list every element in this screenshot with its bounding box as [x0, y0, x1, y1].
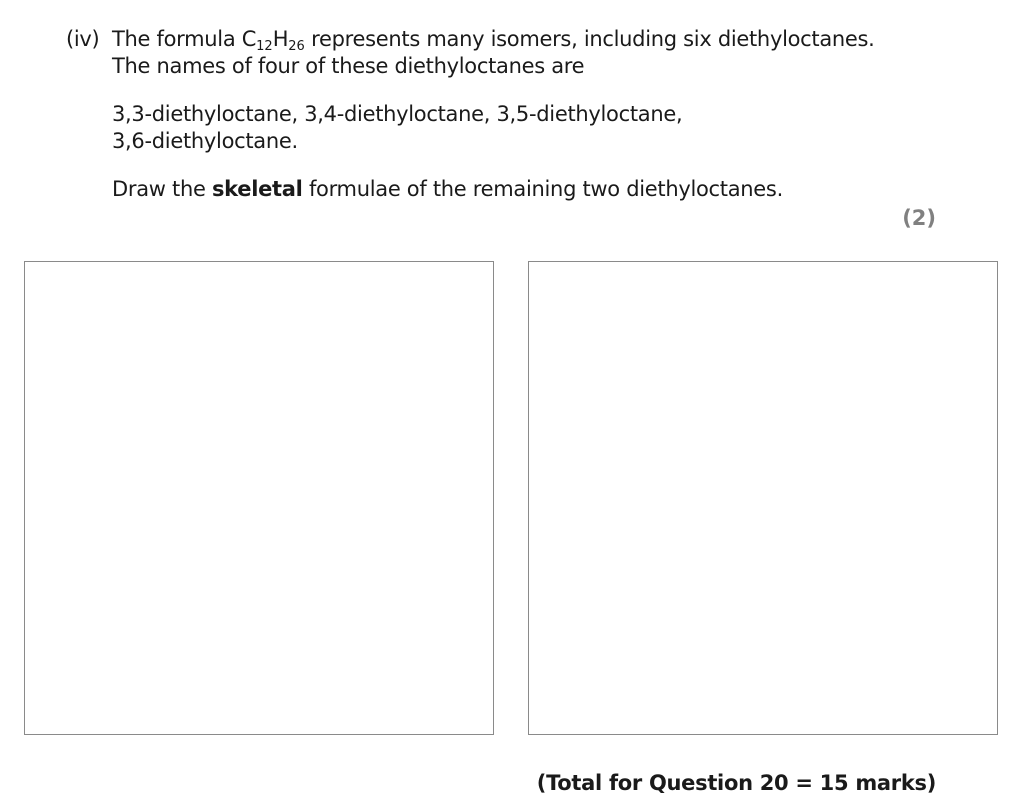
- hydrogen-symbol: H: [272, 27, 289, 51]
- formula-suffix: represents many isomers, including six diethyloctanes.: [304, 27, 875, 51]
- question-line-1: [66, 26, 966, 53]
- instruction-prefix: Draw the: [112, 177, 212, 201]
- formula-prefix: The formula C: [112, 27, 257, 51]
- question-number: (iv): [66, 27, 100, 51]
- marks-label: (2): [902, 206, 936, 230]
- isomer-names-line-1: 3,3-diethyloctane, 3,4-diethyloctane, 3,5-diethyloctane,: [112, 102, 683, 126]
- answer-box-right[interactable]: [528, 261, 998, 735]
- instruction-suffix: formulae of the remaining two diethyloctanes.: [302, 177, 783, 201]
- isomer-names-line-2: 3,6-diethyloctane.: [112, 129, 298, 153]
- hydrogen-subscript: 26: [288, 39, 305, 54]
- instruction: [66, 176, 966, 203]
- question-line-2: The names of four of these diethyloctanes are: [112, 54, 585, 78]
- formula-statement: [112, 26, 875, 53]
- answer-box-left[interactable]: [24, 261, 494, 735]
- carbon-subscript: 12: [256, 39, 273, 54]
- instruction-emphasis: skeletal: [211, 177, 303, 201]
- total-marks: (Total for Question 20 = 15 marks): [536, 771, 936, 795]
- question-block: [66, 26, 966, 203]
